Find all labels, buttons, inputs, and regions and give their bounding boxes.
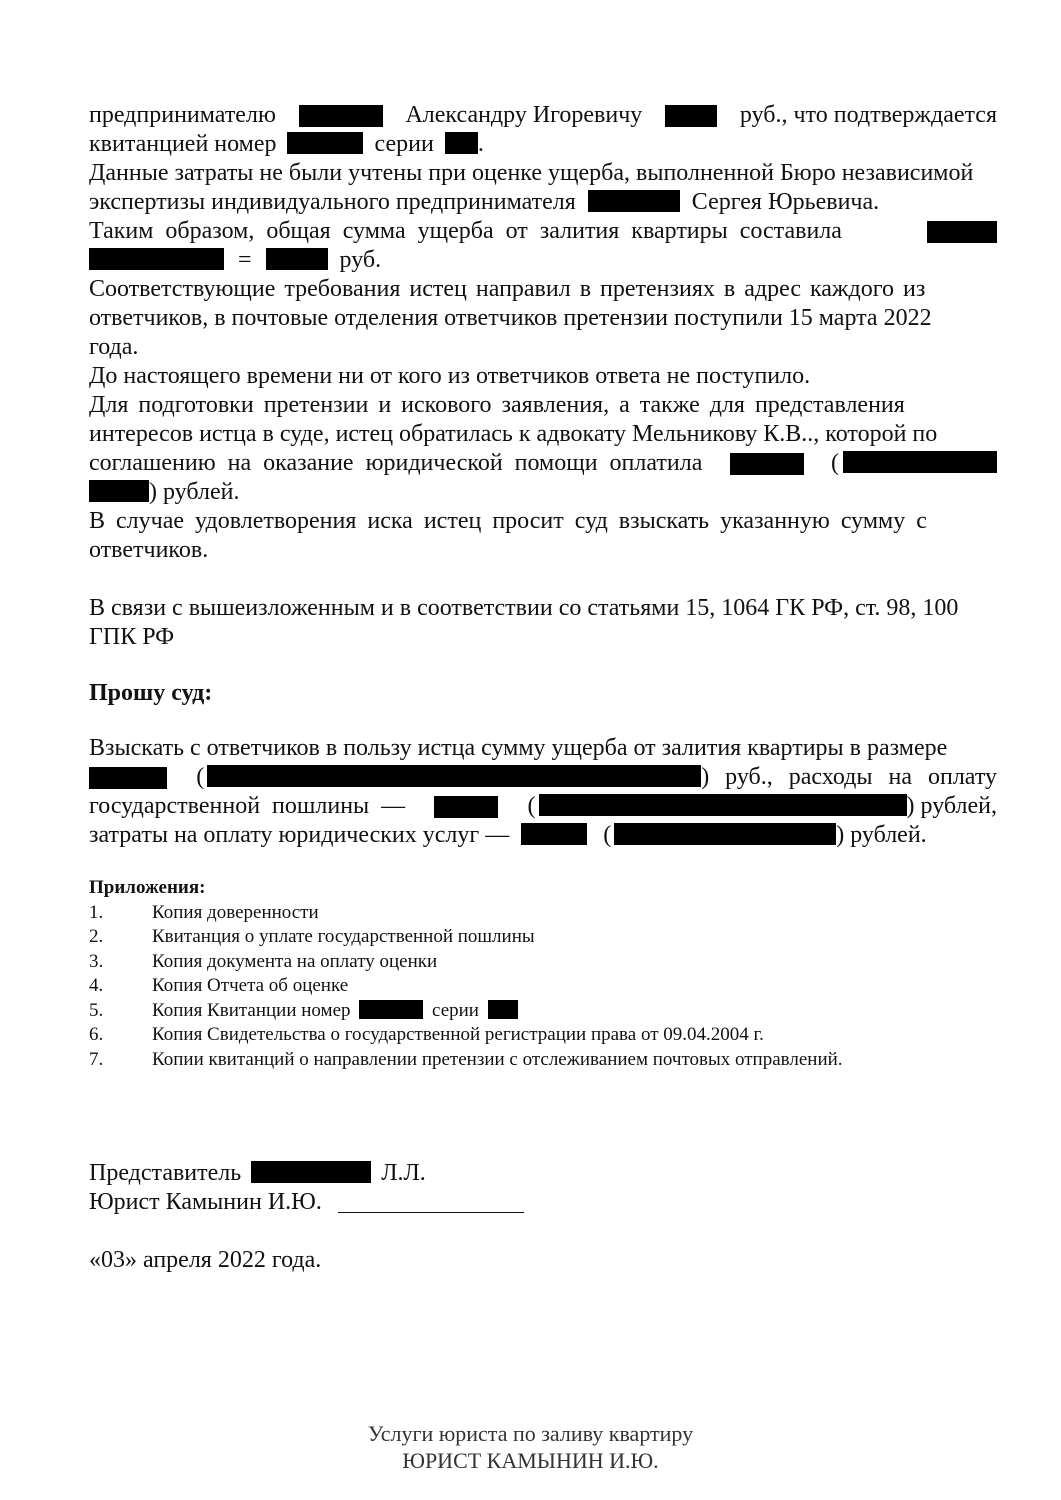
annex-list (89, 876, 843, 1072)
redaction (614, 823, 836, 845)
signature-line (338, 1190, 524, 1213)
redaction (539, 794, 907, 816)
para6-line3: соглашению на оказание юридической помощи оплатила ( (89, 449, 997, 478)
para8-line2: ГПК РФ (89, 624, 175, 650)
para6-line4: ) рублей. (89, 478, 239, 507)
redaction (521, 823, 587, 845)
request-line4: затраты на оплату юридических услуг — ( ) рублей. (89, 822, 927, 848)
list-item: 3. Копия документа на оплату оценки (89, 950, 438, 972)
redaction (251, 1161, 371, 1183)
para4-line3: года. (89, 334, 139, 360)
para6-line1: Для подготовки претензии и искового заявления, а также для представления (89, 392, 905, 418)
list-item: 6. Копия Свидетельства о государственной регистрации права от 09.04.2004 г. (89, 1024, 764, 1045)
redaction (89, 480, 149, 502)
list-item: 7. Копии квитанций о направлении претензии с отслеживанием почтовых отправлений. (89, 1048, 843, 1070)
redaction (359, 1000, 423, 1019)
para3-line1: Таким образом, общая сумма ущерба от залития квартиры составила (89, 217, 997, 246)
para1-line2: квитанцией номер серии . (89, 131, 484, 157)
para1-line1: предпринимателю Александру Игоревичу руб., что подтверждается (89, 102, 997, 128)
annex-title: Приложения: (89, 877, 206, 898)
redaction (299, 105, 383, 127)
redaction (927, 221, 997, 243)
footer-line2: ЮРИСТ КАМЫНИН И.Ю. (402, 1448, 659, 1473)
list-item: 5. Копия Квитанции номер серии (89, 999, 205, 1024)
request-line2: ( ) руб., расходы на оплату (89, 763, 997, 792)
redaction (445, 132, 478, 154)
list-item: 2. Квитанция о уплате государственной пошлины (89, 926, 535, 947)
list-item: 4. Копия Отчета об оценке (89, 975, 349, 996)
redaction (588, 190, 680, 212)
para5-line1: До настоящего времени ни от кого из ответчиков ответа не поступило. (89, 363, 811, 389)
para6-line2: интересов истца в суде, истец обратилась к адвокату Мельникову К.В.., которой по (89, 421, 938, 447)
para4-line2: ответчиков, в почтовые отделения ответчиков претензии поступили 15 марта 2022 (89, 305, 932, 331)
document-date: «03» апреля 2022 года. (89, 1247, 322, 1273)
footer-line1: Услуги юриста по заливу квартиру (367, 1421, 694, 1446)
lawyer-line: Юрист Камынин И.Ю. (89, 1188, 524, 1217)
para3-line2: = руб. (89, 246, 381, 275)
redaction (207, 765, 701, 787)
redaction (843, 451, 997, 473)
request-heading: Прошу суд: (89, 680, 213, 706)
para8-line1: В связи с вышеизложенным и в соответствии со статьями 15, 1064 ГК РФ, ст. 98, 100 (89, 595, 959, 621)
redaction (287, 132, 363, 154)
request-line3: государственной пошлины — ( ) рублей, (89, 793, 997, 819)
representative-line: Представитель Л.Л. (89, 1160, 426, 1186)
para7-line2: ответчиков. (89, 537, 209, 563)
para2-line2: экспертизы индивидуального предпринимателя Сергея Юрьевича. (89, 189, 880, 215)
redaction (665, 105, 717, 127)
redaction (488, 1000, 518, 1019)
redaction (434, 796, 498, 818)
redaction (89, 248, 224, 270)
redaction (730, 453, 804, 475)
request-line1: Взыскать с ответчиков в пользу истца сумму ущерба от залития квартиры в размере (89, 735, 948, 761)
footer (0, 1420, 1061, 1474)
list-item: 1. Копия доверенности (89, 901, 319, 923)
para2-line1: Данные затраты не были учтены при оценке ущерба, выполненной Бюро независимой (89, 160, 974, 186)
para7-line1: В случае удовлетворения иска истец просит суд взыскать указанную сумму с (89, 508, 927, 534)
redaction (266, 248, 328, 270)
redaction (89, 767, 167, 789)
para4-line1: Соответствующие требования истец направил в претензиях в адрес каждого из (89, 276, 926, 302)
